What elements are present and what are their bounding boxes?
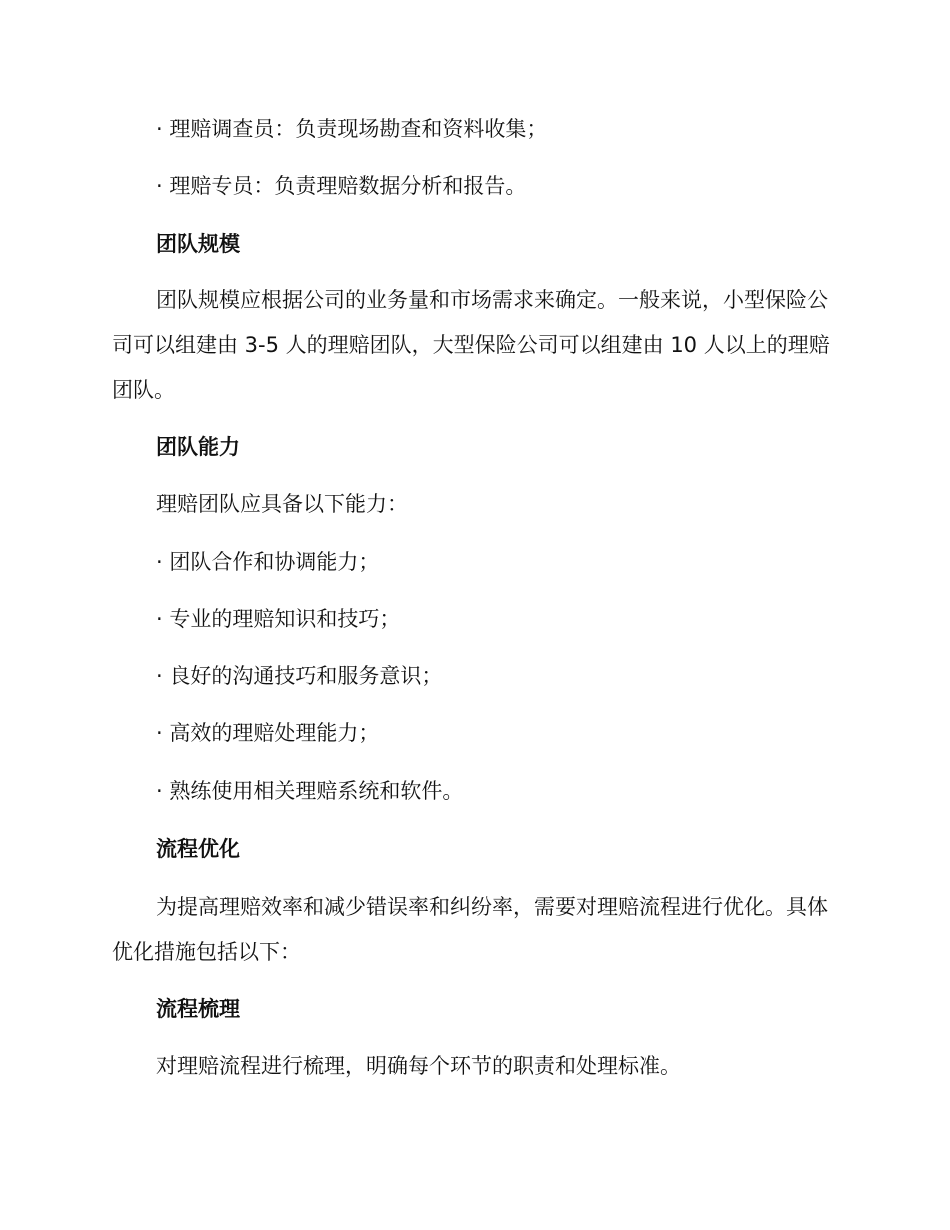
- bullet-claims-investigator: · 理赔调查员：负责现场勘查和资料收集；: [156, 117, 548, 141]
- paragraph-team-size: 团队规模应根据公司的业务量和市场需求来确定。一般来说，小型保险公司可以组建由 3-5 人的理赔团队，大型保险公司可以组建由 10 人以上的理赔团队。: [112, 288, 830, 402]
- bullet-ability-communication: · 良好的沟通技巧和服务意识；: [156, 664, 443, 688]
- heading-team-ability: 团队能力: [156, 435, 240, 459]
- paragraph-process-review: 对理赔流程进行梳理，明确每个环节的职责和处理标准。: [156, 1054, 681, 1078]
- bullet-ability-efficiency: · 高效的理赔处理能力；: [156, 721, 380, 745]
- heading-process-review: 流程梳理: [156, 997, 240, 1021]
- paragraph-process-optimization: 为提高理赔效率和减少错误率和纠纷率，需要对理赔流程进行优化。具体优化措施包括以下：: [112, 895, 828, 964]
- heading-process-optimization: 流程优化: [156, 837, 240, 861]
- paragraph-team-ability-intro: 理赔团队应具备以下能力：: [156, 492, 408, 516]
- bullet-ability-systems: · 熟练使用相关理赔系统和软件。: [156, 779, 464, 803]
- bullet-ability-knowledge: · 专业的理赔知识和技巧；: [156, 607, 401, 631]
- bullet-ability-teamwork: · 团队合作和协调能力；: [156, 550, 380, 574]
- heading-team-size: 团队规模: [156, 232, 240, 256]
- bullet-claims-specialist: · 理赔专员：负责理赔数据分析和报告。: [156, 174, 527, 198]
